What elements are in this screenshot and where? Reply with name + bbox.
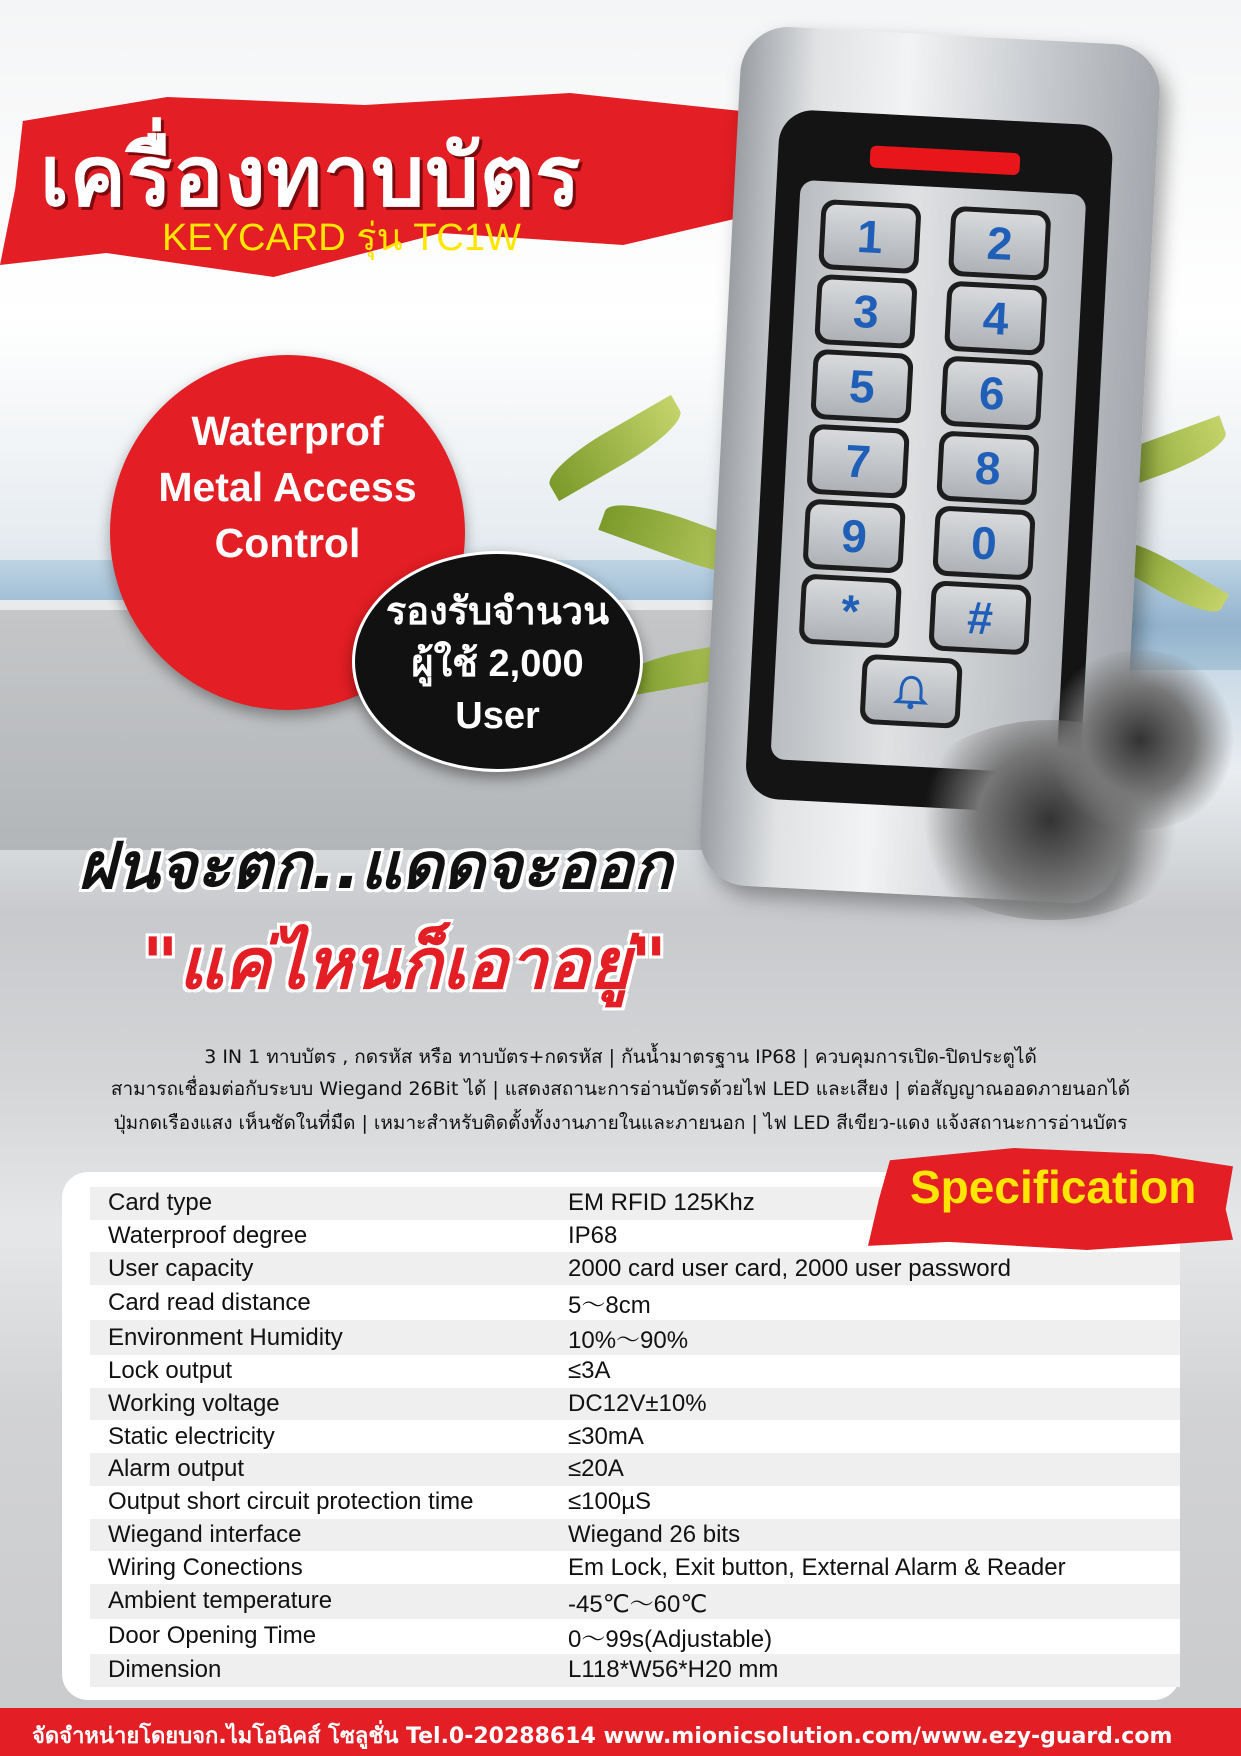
footer-contact: จัดจำหน่ายโดยบจก.ไมโอนิคส์ โซลูชั่น Tel.0-20288614 www.mionicsolution.com/www.ezy-guard.com xyxy=(32,1724,1173,1749)
key-7[interactable] xyxy=(806,424,910,499)
footer-bar xyxy=(0,1708,1241,1756)
feature-line: 3 IN 1 ทาบบัตร , กดรหัส หรือ ทาบบัตร+กดรหัส | กันน้ำมาตรฐาน IP68 | ควบคุมการเปิด-ปิดประตูได้ xyxy=(204,1046,1037,1068)
key-9[interactable] xyxy=(802,499,906,574)
spec-row xyxy=(90,1519,1180,1552)
badge-line: Waterprof xyxy=(191,408,384,454)
key-label: 8 xyxy=(973,441,1003,495)
key-label: 0 xyxy=(969,516,999,570)
spec-label: Ambient temperature xyxy=(90,1584,568,1619)
spec-row xyxy=(90,1355,1180,1388)
spec-label: Lock output xyxy=(108,1357,233,1385)
spec-label: Waterproof degree xyxy=(108,1222,308,1250)
spec-table xyxy=(90,1187,1180,1687)
user-capacity-badge xyxy=(352,551,643,772)
spec-value: -45℃〜60℃ xyxy=(568,1584,1180,1619)
keypad-panel xyxy=(770,180,1086,774)
key-3[interactable] xyxy=(814,274,918,349)
spec-value: DC12V±10% xyxy=(568,1388,1180,1421)
spec-label: Dimension xyxy=(90,1654,568,1687)
badge-line: รองรับจำนวน xyxy=(385,591,610,633)
spec-row xyxy=(90,1551,1180,1584)
key-0[interactable] xyxy=(932,505,1036,580)
spec-row xyxy=(90,1453,1180,1486)
spec-value: IP68 xyxy=(568,1222,618,1250)
spec-label: Working voltage xyxy=(90,1388,568,1421)
spec-value: 2000 card user card, 2000 user password xyxy=(568,1252,1180,1285)
slogan-line-2: "แค่ไหนก็เอาอยู่" xyxy=(142,923,667,1005)
key-label: 6 xyxy=(977,366,1006,420)
spec-row xyxy=(90,1320,1180,1355)
spec-label: Card read distance xyxy=(108,1288,311,1316)
spec-value: Wiegand 26 bits xyxy=(568,1519,1180,1552)
spec-title: Specification xyxy=(910,1161,1197,1213)
key-label: 9 xyxy=(840,509,869,563)
page-title: เครื่องทาบบัตร xyxy=(40,127,582,225)
spec-label: Door Opening Time xyxy=(108,1622,317,1650)
spec-row xyxy=(90,1252,1180,1285)
spec-label: Output short circuit protection time xyxy=(108,1488,474,1516)
spec-value: ≤3A xyxy=(568,1357,611,1385)
feature-line: สามารถเชื่อมต่อกับระบบ Wiegand 26Bit ได้ | แสดงสถานะการอ่านบัตรด้วยไฟ LED และเสียง | ต่อสัญญาณออดภายนอกได้ xyxy=(110,1078,1131,1100)
bell-icon xyxy=(890,670,932,712)
badge-line: User xyxy=(455,695,540,737)
slogan-line-1: ฝนจะตก..แดดจะออก xyxy=(78,830,672,904)
page-subtitle: KEYCARD รุ่น TC1W xyxy=(162,217,521,259)
key-5[interactable] xyxy=(810,349,914,424)
spec-row xyxy=(90,1388,1180,1421)
key-8[interactable] xyxy=(936,430,1040,505)
key-hash[interactable] xyxy=(928,580,1032,655)
key-label: 1 xyxy=(855,209,885,264)
spec-row xyxy=(90,1584,1180,1619)
key-label: 5 xyxy=(847,359,877,413)
key-2[interactable] xyxy=(948,206,1052,281)
spec-label: Wiegand interface xyxy=(90,1519,568,1552)
spec-row xyxy=(90,1486,1180,1519)
spec-value: ≤20A xyxy=(568,1453,1180,1486)
badge-line: Metal Access xyxy=(158,464,417,510)
badge-line: Control xyxy=(214,520,361,566)
key-label: 2 xyxy=(985,216,1014,270)
key-label: 3 xyxy=(851,284,881,339)
spec-value: ≤30mA xyxy=(568,1422,644,1450)
feature-line: ปุ่มกดเรืองแสง เห็นชัดในที่มืด | เหมาะสำหรับติดตั้งทั้งงานภายในและภายนอก | ไฟ LED สีเขียว-แดง แจ้งสถานะการอ่านบัตร xyxy=(113,1112,1128,1134)
status-led xyxy=(869,145,1020,175)
spec-label: User capacity xyxy=(90,1252,568,1285)
spec-label: Static electricity xyxy=(108,1422,275,1450)
spec-value: 0〜99s(Adjustable) xyxy=(568,1625,773,1653)
spec-label: Card type xyxy=(90,1187,568,1220)
spec-value: 10%〜90% xyxy=(568,1320,1180,1355)
badge-line: ผู้ใช้ 2,000 xyxy=(411,643,584,685)
spec-value: 5〜8cm xyxy=(568,1292,651,1320)
spec-row xyxy=(90,1285,1180,1320)
key-label: * xyxy=(839,584,861,638)
spec-value: L118*W56*H20 mm xyxy=(568,1654,1180,1687)
spec-row xyxy=(90,1619,1180,1654)
key-label: 7 xyxy=(843,434,873,488)
doorbell-button[interactable] xyxy=(859,654,963,729)
key-label: 4 xyxy=(981,291,1010,345)
spec-label: Environment Humidity xyxy=(90,1320,568,1355)
spec-value: Em Lock, Exit button, External Alarm & Reader xyxy=(568,1553,1066,1581)
key-6[interactable] xyxy=(940,356,1044,431)
spec-value: EM RFID 125Khz xyxy=(568,1187,1180,1220)
spec-row xyxy=(90,1654,1180,1687)
key-label: # xyxy=(965,591,995,645)
key-1[interactable] xyxy=(818,199,922,274)
water-splash xyxy=(1040,650,1240,830)
spec-label: Wiring Conections xyxy=(108,1553,303,1581)
spec-label: Alarm output xyxy=(90,1453,568,1486)
spec-value: ≤100µS xyxy=(568,1488,652,1516)
spec-row xyxy=(90,1420,1180,1453)
key-4[interactable] xyxy=(944,281,1048,356)
key-star[interactable] xyxy=(798,573,902,648)
